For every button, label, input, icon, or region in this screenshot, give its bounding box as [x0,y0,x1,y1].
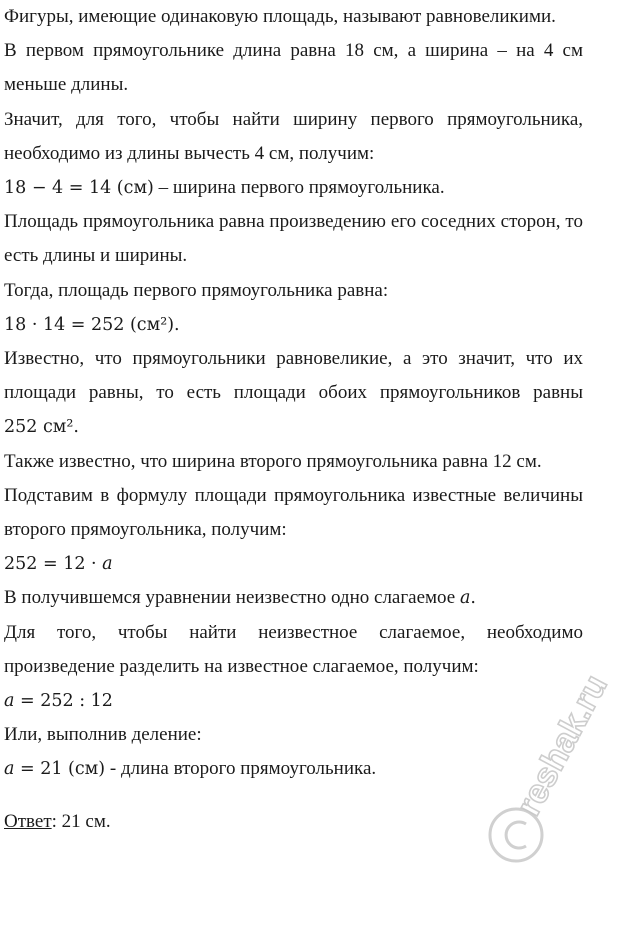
equation-substitute-var-wrap [102,554,112,574]
paragraph-unknown: В получившемся уравнении неизвестно одно слагаемое [4,587,460,609]
paragraph-second-width: Также известно, что ширина второго прямоугольника равна 12 см. [4,450,542,472]
paragraph-find-width: Значит, для того, чтобы найти ширину первого прямоугольника, необходимо из длины вычесть 4 см, получим: [4,108,583,164]
paragraph-area-rule: Площадь прямоугольника равна произведению его соседних сторон, то есть длины и ширины. [4,211,583,267]
paragraph-area-first: Тогда, площадь первого прямоугольника равна: [4,279,389,301]
equation-division-right: = 252 : 12 [14,691,113,712]
paragraph-equal-areas: Известно, что прямоугольники равновеликие, а это значит, что их площади равны, то есть площади обоих прямоугольников равны [4,348,583,404]
equation-division-wrap [4,691,113,711]
equation-division-var: a [4,691,15,712]
equation-result-line [4,752,583,786]
equation-substitute-line [4,547,583,581]
equation-width-caption: – ширина первого прямоугольника. [153,177,445,199]
watermark-text: reshak.ru [509,668,615,822]
paragraph-substitute: Подставим в формулу площади прямоугольника известные величины второго прямоугольника, получим: [4,484,583,541]
equation-result-wrap [4,759,105,779]
equation-width-line [4,171,583,205]
paragraph-unknown-var-wrap [460,588,476,608]
equation-substitute-var: a [102,554,113,575]
paragraph-division-rule: Для того, чтобы найти неизвестное слагаемое, необходимо произведение разделить на известное слагаемое, получим: [4,621,583,677]
equation-result-right: = 21 (см) [14,759,106,780]
paragraph-unknown-var: a [459,588,471,609]
paragraph-equal-areas-tail: 252 см². [4,417,79,438]
paragraph-unknown-end: . [470,588,476,609]
paragraph-division-done: Или, выполнив деление: [4,724,202,746]
paragraph-equal-areas-tail-line [4,410,583,444]
equation-width: 18 − 4 = 14 (см) [4,178,154,199]
equation-result-var: a [4,759,15,780]
paragraph-unknown-line [4,581,583,615]
equation-result-caption: - длина второго прямоугольника. [105,758,377,780]
paragraph-first-rectangle: В первом прямоугольнике длина равна 18 см, а ширина – на 4 см меньше длины. [4,40,583,96]
paragraph-definition: Фигуры, имеющие одинаковую площадь, называют равновеликими. [4,6,556,27]
answer-line [4,805,583,839]
equation-substitute-left: 252 = 12 · [4,554,103,575]
answer-label: Ответ [4,810,52,832]
equation-division-line [4,684,583,718]
equation-area: 18 · 14 = 252 (см²). [4,314,180,335]
answer-value: : 21 см. [51,810,111,832]
equation-area-line [4,308,583,342]
